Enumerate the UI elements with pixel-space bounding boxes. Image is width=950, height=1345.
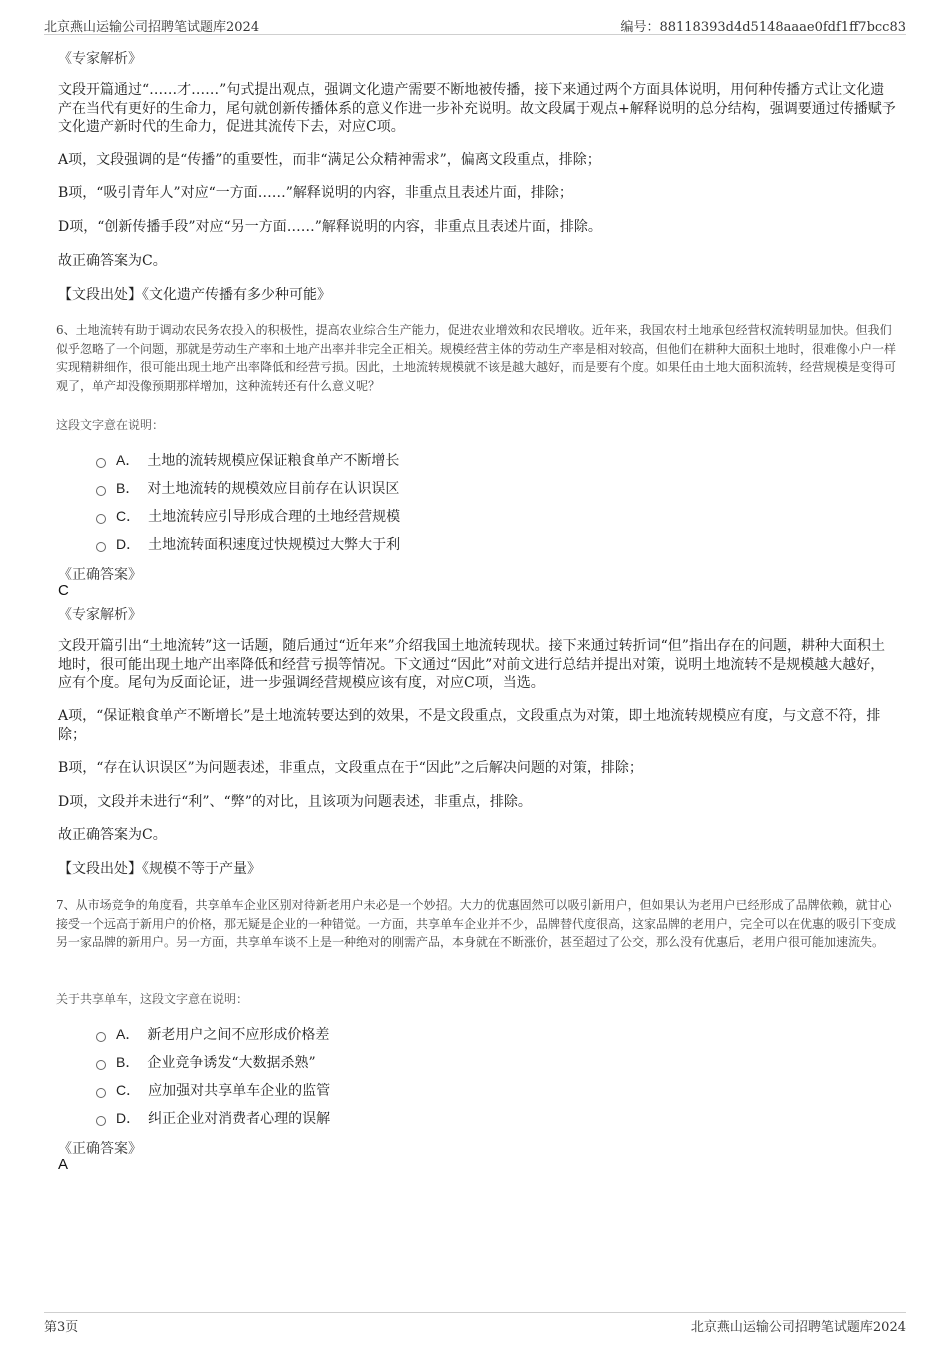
source-citation: 【文段出处】《文化遗产传播有多少种可能》 (58, 287, 331, 303)
option-text: 土地的流转规模应保证粮食单产不断增长 (147, 453, 400, 469)
option-a[interactable] (96, 450, 399, 470)
analysis-paragraph: 文段开篇通过“……才……”句式提出观点，强调文化遗产需要不断地被传播，接下来通过两个方面具体说明，用何种传播方式让文化遗产在当代有更好的生命力，尾句就创新传播体系的意义作进一步补充说明。故文段属于观点+解释说明的总分结构，强调要通过传播赋予文化遗产新时代的生命力，促进其流传下去，对应C项。 (58, 82, 896, 135)
page-number: 第3页 (44, 1320, 79, 1335)
option-text: 土地流转面积速度过快规模过大弊大于利 (148, 537, 401, 553)
source-citation: 【文段出处】《规模不等于产量》 (58, 861, 261, 877)
radio-icon[interactable] (96, 514, 106, 524)
page-footer (44, 1312, 906, 1335)
analysis-conclusion: 故正确答案为C。 (58, 253, 167, 269)
option-c[interactable] (96, 1080, 330, 1100)
analysis-paragraph: 文段开篇引出“土地流转”这一话题，随后通过“近年来”介绍我国土地流转现状。接下来通过转折词“但”指出存在的问题，耕种大面积土地时，很可能出现土地产出率降低和经营亏损等情况。下文通过“因此”对前文进行总结并提出对策，说明土地流转不是规模越大越好，应有个度。尾句为反面论证，进一步强调经营规模应该有度，对应C项，当选。 (58, 638, 885, 691)
radio-icon[interactable] (96, 1116, 106, 1126)
analysis-option-a: A项，“保证粮食单产不断增长”是土地流转要达到的效果，不是文段重点，文段重点为对策，即土地流转规模应有度，与文意不符，排除； (58, 708, 881, 743)
option-text: 对土地流转的规模效应目前存在认识误区 (147, 481, 400, 497)
option-letter: D． (116, 1110, 141, 1126)
analysis-conclusion: 故正确答案为C。 (58, 827, 167, 843)
option-text: 纠正企业对消费者心理的误解 (148, 1111, 331, 1127)
analysis-option-d: D项，“创新传播手段”对应“另一方面……”解释说明的内容，非重点且表述片面，排除。 (58, 219, 602, 235)
option-letter: A． (116, 1026, 140, 1042)
correct-answer: C (58, 582, 69, 599)
radio-icon[interactable] (96, 458, 106, 468)
option-text: 土地流转应引导形成合理的土地经营规模 (148, 509, 401, 525)
option-letter: C． (116, 508, 141, 524)
header-title: 北京燕山运输公司招聘笔试题库2024 (44, 20, 260, 35)
option-letter: C． (116, 1082, 141, 1098)
correct-answer: A (58, 1156, 69, 1173)
radio-icon[interactable] (96, 486, 106, 496)
option-b[interactable] (96, 478, 399, 498)
option-letter: A． (116, 452, 140, 468)
analysis-option-b: B项，“存在认识误区”为问题表述，非重点，文段重点在于“因此”之后解决问题的对策，排除； (58, 760, 643, 776)
radio-icon[interactable] (96, 542, 106, 552)
document-code: 编号：88118393d4d5148aaae0fdf1ff7bcc83 (620, 20, 906, 35)
option-letter: D． (116, 536, 141, 552)
question-7-stem: 关于共享单车，这段文字意在说明： (56, 992, 249, 1006)
radio-icon[interactable] (96, 1088, 106, 1098)
expert-analysis-label: 《专家解析》 (58, 51, 142, 67)
footer-title: 北京燕山运输公司招聘笔试题库2024 (690, 1320, 906, 1335)
question-6-stem: 这段文字意在说明： (56, 418, 165, 432)
page-header (44, 14, 906, 35)
correct-answer-label: 《正确答案》 (58, 567, 142, 583)
option-letter: B． (116, 480, 140, 496)
question-6-text: 6、土地流转有助于调动农民务农投入的积极性，提高农业综合生产能力，促进农业增效和农民增收。近年来，我国农村土地承包经营权流转明显加快。但我们似乎忽略了一个问题，那就是劳动生产率和土地产出率并非完全正相关。规模经营主体的劳动生产率是相对较高，但他们在耕种大面积土地时，很难像小户一样实现精耕细作，很可能出现土地产出率降低和经营亏损。因此，土地流转规模就不该是越大越好，而是要有个度。如果任由土地大面积流转，经营规模是变得可观了，单产却没像预期那样增加，这种流转还有什么意义呢？ (56, 323, 897, 393)
option-d[interactable] (96, 1108, 330, 1128)
correct-answer-label: 《正确答案》 (58, 1141, 142, 1157)
analysis-option-b: B项，“吸引青年人”对应“一方面……”解释说明的内容，非重点且表述片面，排除； (58, 185, 573, 201)
option-text: 应加强对共享单车企业的监管 (148, 1083, 331, 1099)
radio-icon[interactable] (96, 1032, 106, 1042)
analysis-option-d: D项，文段并未进行“利”、“弊”的对比，且该项为问题表述，非重点，排除。 (58, 794, 532, 810)
option-letter: B． (116, 1054, 140, 1070)
option-c[interactable] (96, 506, 400, 526)
option-text: 企业竞争诱发“大数据杀熟” (147, 1055, 316, 1071)
radio-icon[interactable] (96, 1060, 106, 1070)
analysis-option-a: A项，文段强调的是“传播”的重要性，而非“满足公众精神需求”，偏离文段重点，排除； (58, 152, 601, 168)
option-b[interactable] (96, 1052, 316, 1072)
option-d[interactable] (96, 534, 400, 554)
expert-analysis-label: 《专家解析》 (58, 607, 142, 623)
option-a[interactable] (96, 1024, 329, 1044)
question-7-text: 7、从市场竞争的角度看，共享单车企业区别对待新老用户未必是一个妙招。大力的优惠固然可以吸引新用户，但如果认为老用户已经形成了品牌依赖，就甘心接受一个远高于新用户的价格，那无疑是企业的一种错觉。一方面，共享单车企业并不少，品牌替代度很高，这家品牌的老用户，完全可以在优惠的吸引下变成另一家品牌的新用户。另一方面，共享单车谈不上是一种绝对的刚需产品，本身就在不断涨价，甚至超过了公交，那么没有优惠后，老用户很可能加速流失。 (56, 898, 897, 949)
option-text: 新老用户之间不应形成价格差 (147, 1027, 330, 1043)
